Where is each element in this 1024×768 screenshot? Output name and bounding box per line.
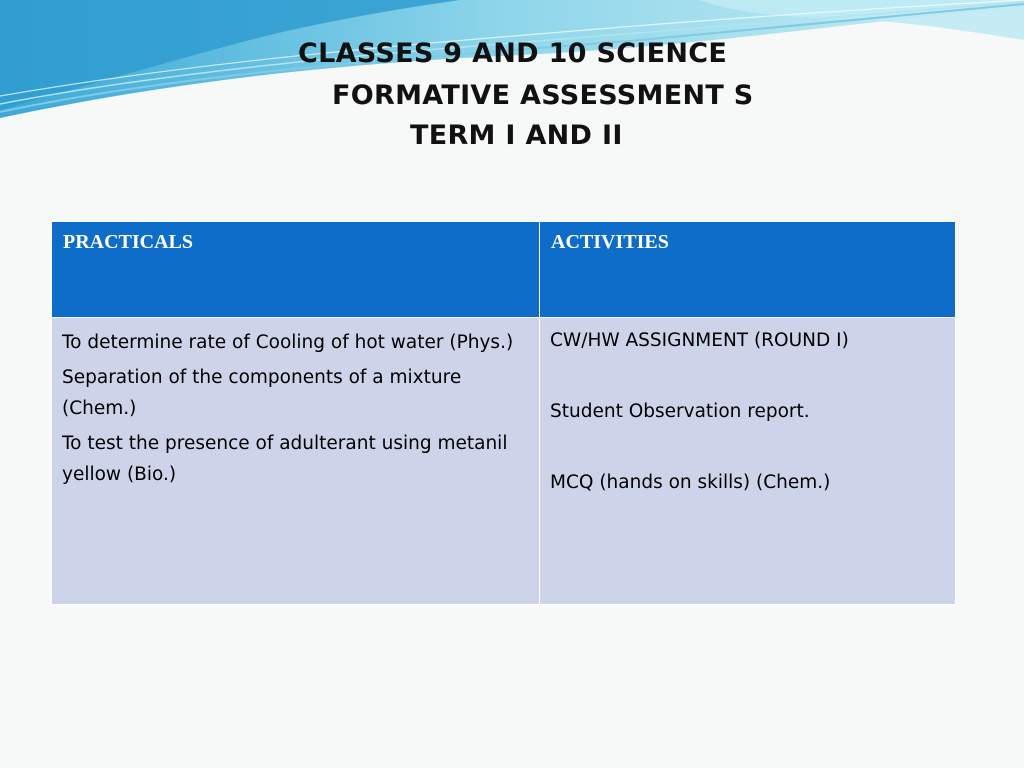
practicals-cell: [52, 318, 540, 605]
header-activities: ACTIVITIES: [540, 222, 956, 318]
activities-cell: [540, 318, 956, 605]
practical-item: Separation of the components of a mixture (Chem.): [62, 367, 462, 419]
activity-item: MCQ (hands on skills) (Chem.): [550, 472, 831, 493]
title-line-2: FORMATIVE ASSESSMENT S: [332, 80, 754, 111]
header-practicals: PRACTICALS: [52, 222, 540, 318]
activity-item: CW/HW ASSIGNMENT (ROUND I): [550, 330, 849, 351]
practical-item: To determine rate of Cooling of hot water (Phys.): [62, 332, 514, 353]
table-header-row: [52, 222, 956, 318]
table-row: [52, 318, 956, 605]
title-line-1: CLASSES 9 AND 10 SCIENCE: [298, 38, 728, 69]
activity-item: Student Observation report.: [550, 401, 810, 422]
assessment-table: [51, 221, 956, 605]
title-line-3: TERM I AND II: [410, 120, 623, 151]
practical-item: To test the presence of adulterant using metanil yellow (Bio.): [62, 433, 508, 485]
